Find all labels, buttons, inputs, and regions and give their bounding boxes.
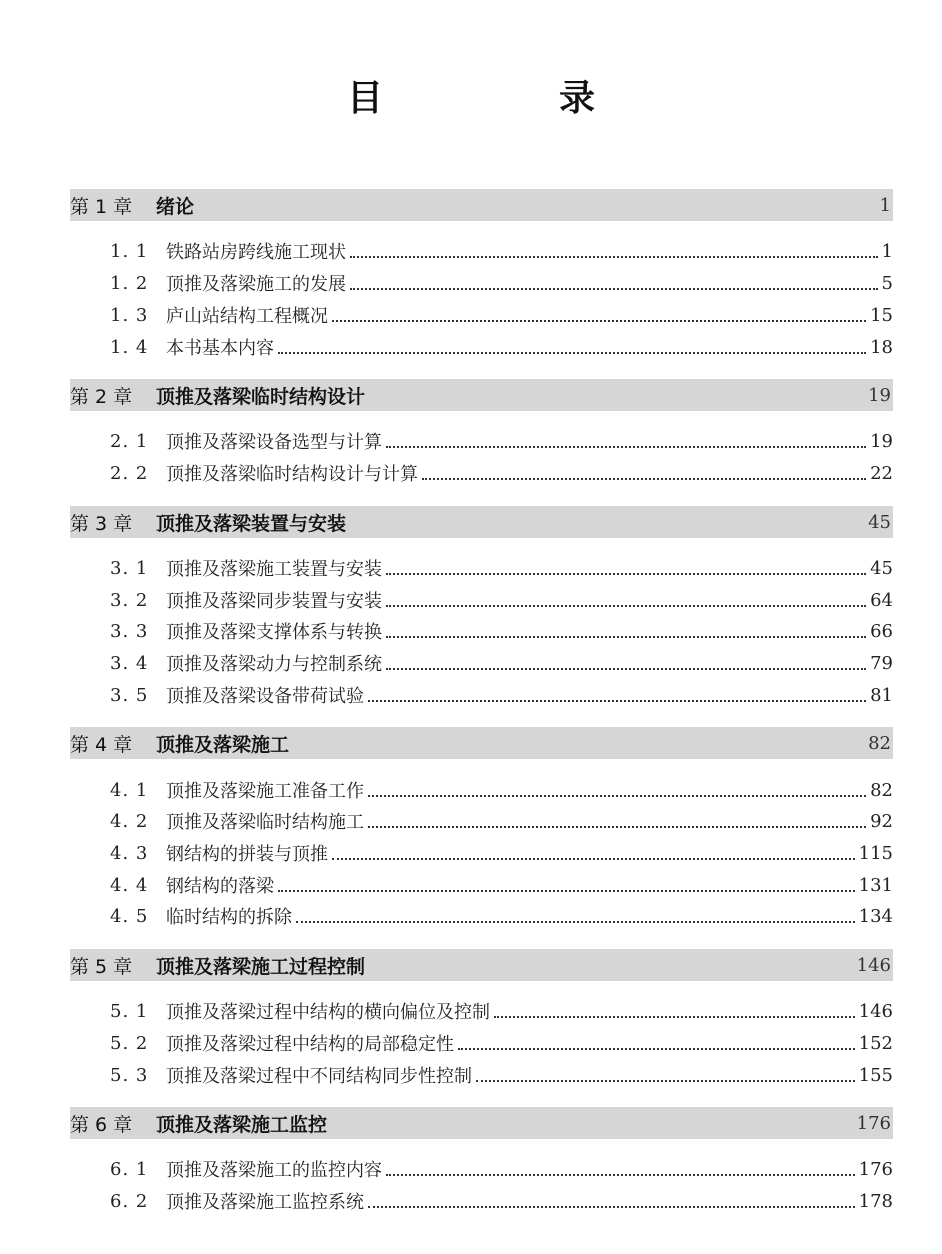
chapter-heading[interactable] bbox=[70, 1107, 893, 1139]
section-page: 15 bbox=[870, 304, 893, 326]
toc-entry[interactable] bbox=[110, 553, 893, 583]
page-title: 目 录 bbox=[346, 78, 665, 119]
section-page: 19 bbox=[870, 430, 893, 452]
section-page: 134 bbox=[858, 905, 893, 927]
chapter-heading[interactable] bbox=[70, 949, 893, 981]
chapter-page: 19 bbox=[868, 384, 891, 406]
section-title: 顶推及落梁过程中结构的横向偏位及控制 bbox=[166, 1002, 490, 1023]
section-number: 5. 1 bbox=[110, 1000, 149, 1022]
section-title: 顶推及落梁过程中不同结构同步性控制 bbox=[166, 1066, 472, 1087]
section-number: 4. 1 bbox=[110, 779, 149, 801]
toc-entry[interactable] bbox=[110, 775, 893, 805]
section-number: 3. 3 bbox=[110, 620, 149, 642]
section-title: 庐山站结构工程概况 bbox=[166, 306, 328, 327]
section-title: 顶推及落梁动力与控制系统 bbox=[166, 654, 382, 675]
dot-leader bbox=[368, 1205, 855, 1208]
toc-entry[interactable] bbox=[110, 870, 893, 900]
chapter-title: 顶推及落梁装置与安装 bbox=[156, 512, 347, 535]
section-title: 铁路站房跨线施工现状 bbox=[166, 242, 346, 263]
dot-leader bbox=[386, 1173, 855, 1176]
toc-entry[interactable] bbox=[110, 996, 893, 1026]
section-page: 64 bbox=[870, 589, 893, 611]
toc-entry[interactable] bbox=[110, 1154, 893, 1184]
toc-entry[interactable] bbox=[110, 901, 893, 931]
section-page: 66 bbox=[870, 620, 893, 642]
chapter-page: 176 bbox=[856, 1112, 891, 1134]
dot-leader bbox=[386, 604, 866, 607]
section-number: 6. 1 bbox=[110, 1158, 149, 1180]
section-page: 178 bbox=[858, 1190, 893, 1212]
section-number: 3. 5 bbox=[110, 684, 149, 706]
chapter-title: 顶推及落梁施工监控 bbox=[156, 1113, 328, 1136]
chapter-number: 第 2 章 bbox=[70, 385, 133, 408]
toc-entry[interactable] bbox=[110, 806, 893, 836]
toc-entry[interactable] bbox=[110, 236, 893, 266]
section-page: 45 bbox=[870, 557, 893, 579]
chapter-page: 1 bbox=[879, 194, 891, 216]
toc-entry[interactable] bbox=[110, 838, 893, 868]
dot-leader bbox=[332, 857, 855, 860]
chapter-title: 顶推及落梁施工 bbox=[156, 733, 290, 756]
toc-entry[interactable] bbox=[110, 616, 893, 646]
section-title: 顶推及落梁施工装置与安装 bbox=[166, 559, 382, 580]
section-number: 3. 4 bbox=[110, 652, 149, 674]
chapter-page: 45 bbox=[868, 511, 891, 533]
chapter-number: 第 1 章 bbox=[70, 195, 133, 218]
section-number: 1. 1 bbox=[110, 240, 149, 262]
toc-entry[interactable] bbox=[110, 1060, 893, 1090]
chapter-heading[interactable] bbox=[70, 379, 893, 411]
section-title: 顶推及落梁施工准备工作 bbox=[166, 781, 364, 802]
chapter-title: 顶推及落梁施工过程控制 bbox=[156, 955, 366, 978]
chapter-number: 第 4 章 bbox=[70, 733, 133, 756]
chapter-page: 82 bbox=[868, 732, 891, 754]
section-number: 4. 5 bbox=[110, 905, 149, 927]
dot-leader bbox=[332, 319, 866, 322]
dot-leader bbox=[368, 699, 866, 702]
dot-leader bbox=[476, 1079, 855, 1082]
section-title: 钢结构的拼装与顶推 bbox=[166, 844, 328, 865]
toc-entry[interactable] bbox=[110, 680, 893, 710]
chapter-page: 146 bbox=[856, 954, 891, 976]
section-page: 81 bbox=[870, 684, 893, 706]
toc-entry[interactable] bbox=[110, 458, 893, 488]
section-number: 2. 2 bbox=[110, 462, 149, 484]
section-page: 79 bbox=[870, 652, 893, 674]
section-number: 5. 3 bbox=[110, 1064, 149, 1086]
section-number: 5. 2 bbox=[110, 1032, 149, 1054]
section-page: 115 bbox=[858, 842, 893, 864]
toc-entry[interactable] bbox=[110, 300, 893, 330]
dot-leader bbox=[386, 572, 866, 575]
dot-leader bbox=[296, 920, 855, 923]
dot-leader bbox=[386, 445, 866, 448]
dot-leader bbox=[350, 287, 878, 290]
section-title: 顶推及落梁临时结构设计与计算 bbox=[166, 464, 418, 485]
section-number: 1. 4 bbox=[110, 336, 149, 358]
section-number: 1. 2 bbox=[110, 272, 149, 294]
section-page: 18 bbox=[870, 336, 893, 358]
section-page: 92 bbox=[870, 810, 893, 832]
section-page: 1 bbox=[881, 240, 893, 262]
section-title: 临时结构的拆除 bbox=[166, 907, 292, 928]
section-number: 3. 2 bbox=[110, 589, 149, 611]
section-page: 5 bbox=[881, 272, 893, 294]
section-page: 22 bbox=[870, 462, 893, 484]
dot-leader bbox=[458, 1047, 855, 1050]
chapter-heading[interactable] bbox=[70, 727, 893, 759]
section-page: 176 bbox=[858, 1158, 893, 1180]
dot-leader bbox=[350, 255, 878, 258]
toc-entry[interactable] bbox=[110, 585, 893, 615]
chapter-heading[interactable] bbox=[70, 189, 893, 221]
chapter-title: 顶推及落梁临时结构设计 bbox=[156, 385, 366, 408]
section-page: 146 bbox=[858, 1000, 893, 1022]
section-number: 4. 2 bbox=[110, 810, 149, 832]
dot-leader bbox=[494, 1015, 855, 1018]
section-title: 顶推及落梁支撑体系与转换 bbox=[166, 622, 382, 643]
chapter-heading[interactable] bbox=[70, 506, 893, 538]
chapter-title: 绪论 bbox=[156, 195, 195, 218]
dot-leader bbox=[386, 667, 866, 670]
section-title: 顶推及落梁施工监控系统 bbox=[166, 1192, 364, 1213]
toc-entry[interactable] bbox=[110, 1186, 893, 1216]
section-number: 4. 4 bbox=[110, 874, 149, 896]
toc-entry[interactable] bbox=[110, 648, 893, 678]
toc-entry[interactable] bbox=[110, 1028, 893, 1058]
section-title: 顶推及落梁临时结构施工 bbox=[166, 812, 364, 833]
section-title: 钢结构的落梁 bbox=[166, 876, 274, 897]
dot-leader bbox=[278, 889, 855, 892]
dot-leader bbox=[386, 635, 866, 638]
section-page: 131 bbox=[858, 874, 893, 896]
chapter-number: 第 3 章 bbox=[70, 512, 133, 535]
section-title: 顶推及落梁过程中结构的局部稳定性 bbox=[166, 1034, 454, 1055]
section-number: 4. 3 bbox=[110, 842, 149, 864]
dot-leader bbox=[368, 825, 866, 828]
section-title: 顶推及落梁施工的发展 bbox=[166, 274, 346, 295]
section-title: 顶推及落梁同步装置与安装 bbox=[166, 591, 382, 612]
section-title: 本书基本内容 bbox=[166, 338, 274, 359]
toc-entry[interactable] bbox=[110, 332, 893, 362]
toc-entry[interactable] bbox=[110, 426, 893, 456]
section-title: 顶推及落梁设备带荷试验 bbox=[166, 686, 364, 707]
section-number: 2. 1 bbox=[110, 430, 149, 452]
chapter-number: 第 5 章 bbox=[70, 955, 133, 978]
chapter-number: 第 6 章 bbox=[70, 1113, 133, 1136]
dot-leader bbox=[368, 794, 866, 797]
section-title: 顶推及落梁施工的监控内容 bbox=[166, 1160, 382, 1181]
section-title: 顶推及落梁设备选型与计算 bbox=[166, 432, 382, 453]
section-number: 1. 3 bbox=[110, 304, 149, 326]
section-page: 155 bbox=[858, 1064, 893, 1086]
toc-entry[interactable] bbox=[110, 268, 893, 298]
section-page: 82 bbox=[870, 779, 893, 801]
dot-leader bbox=[278, 351, 866, 354]
section-number: 3. 1 bbox=[110, 557, 149, 579]
section-number: 6. 2 bbox=[110, 1190, 149, 1212]
dot-leader bbox=[422, 477, 866, 480]
section-page: 152 bbox=[858, 1032, 893, 1054]
